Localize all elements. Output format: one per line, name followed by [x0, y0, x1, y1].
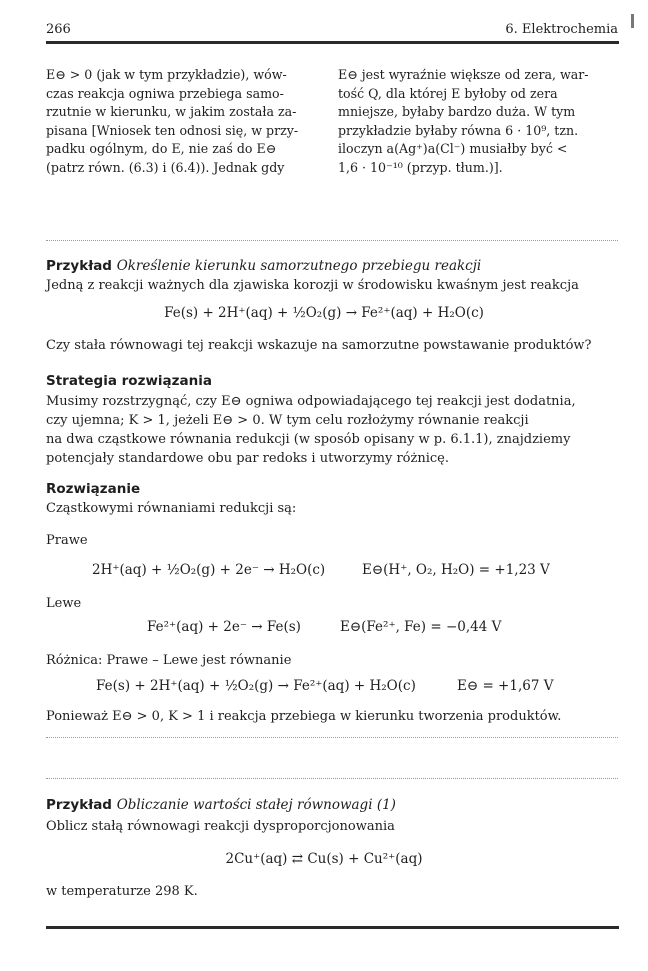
example2-intro: Oblicz stałą równowagi reakcji dysproporcjonowania — [46, 819, 395, 834]
separator-dotted — [46, 240, 618, 241]
text-line: czas reakcja ogniwa przebiega samo- — [46, 85, 284, 101]
text-line: potencjały standardowe obu par redoks i utworzymy różnicę. — [46, 451, 449, 466]
example1-title: Określenie kierunku samorzutnego przebiegu reakcji — [116, 258, 482, 274]
left-half-reaction: Fe²⁺(aq) + 2e⁻ → Fe(s) — [147, 619, 301, 635]
text-line: mniejsze, byłaby bardzo duża. W tym — [338, 104, 576, 119]
example1-conclusion: Ponieważ E⊖ > 0, K > 1 i reakcja przebiega w kierunku tworzenia produktów. — [46, 709, 562, 724]
example2-temperature: w temperaturze 298 K. — [46, 884, 198, 899]
footer-rule — [46, 926, 619, 929]
text-line: pisana [Wniosek ten odnosi się, w przy- — [46, 122, 299, 138]
solution-heading: Rozwiązanie — [46, 481, 141, 497]
separator-dotted — [46, 737, 618, 738]
right-half-reaction: 2H⁺(aq) + ½O₂(g) + 2e⁻ → H₂O(c) — [92, 562, 326, 578]
example1-intro: Jedną z reakcji ważnych dla zjawiska korozji w środowisku kwaśnym jest reakcja — [46, 278, 579, 293]
page-corner-mark — [631, 14, 634, 28]
overall-potential: E⊖ = +1,67 V — [457, 678, 554, 694]
chapter-title: 6. Elektrochemia — [505, 22, 618, 37]
example1-label: Przykład — [46, 258, 112, 274]
right-electrode-label: Prawe — [46, 533, 88, 548]
example2-heading — [46, 797, 396, 813]
header-rule — [46, 41, 619, 44]
example1-question: Czy stała równowagi tej reakcji wskazuje na samorzutne powstawanie produktów? — [46, 338, 592, 353]
right-potential: E⊖(H⁺, O₂, H₂O) = +1,23 V — [362, 562, 550, 578]
left-potential: E⊖(Fe²⁺, Fe) = −0,44 V — [340, 619, 502, 635]
intro-left-column — [46, 66, 316, 177]
left-electrode-label: Lewe — [46, 596, 82, 611]
page-number: 266 — [46, 22, 71, 37]
example2-reaction: 2Cu⁺(aq) ⇄ Cu(s) + Cu²⁺(aq) — [225, 851, 423, 867]
intro-right-column — [338, 66, 618, 177]
overall-reaction: Fe(s) + 2H⁺(aq) + ½O₂(g) → Fe²⁺(aq) + H₂O(c) — [96, 678, 416, 694]
text-line: (patrz równ. (6.3) i (6.4)). Jednak gdy — [46, 159, 285, 175]
text-line: czy ujemna; K > 1, jeżeli E⊖ > 0. W tym celu rozłożymy równanie reakcji — [46, 413, 529, 428]
text-line: padku ogólnym, do E, nie zaś do E⊖ — [46, 141, 277, 156]
example2-label: Przykład — [46, 797, 112, 813]
difference-text: Różnica: Prawe – Lewe jest równanie — [46, 653, 292, 668]
separator-dotted — [46, 778, 618, 779]
text-line: tość Q, dla której E byłoby od zera — [338, 85, 558, 101]
text-line: iloczyn a(Ag⁺)a(Cl⁻) musiałby być < — [338, 141, 568, 156]
solution-intro: Cząstkowymi równaniami redukcji są: — [46, 501, 297, 516]
example1-reaction: Fe(s) + 2H⁺(aq) + ½O₂(g) → Fe²⁺(aq) + H₂O(c) — [164, 305, 484, 321]
text-line: E⊖ jest wyraźnie większe od zera, war- — [338, 67, 589, 82]
text-line: przykładzie byłaby równa 6 · 10⁹, tzn. — [338, 122, 579, 138]
text-line: Musimy rozstrzygnąć, czy E⊖ ogniwa odpowiadającego tej reakcji jest dodatnia, — [46, 394, 576, 409]
text-line: 1,6 · 10⁻¹⁰ (przyp. tłum.)]. — [338, 159, 503, 175]
text-line: rzutnie w kierunku, w jakim została za- — [46, 104, 297, 119]
example2-title: Obliczanie wartości stałej równowagi (1) — [116, 797, 396, 813]
text-line: na dwa cząstkowe równania redukcji (w sposób opisany w p. 6.1.1), znajdziemy — [46, 432, 571, 447]
text-line: E⊖ > 0 (jak w tym przykładzie), wów- — [46, 67, 287, 82]
example1-heading — [46, 258, 481, 274]
strategy-heading: Strategia rozwiązania — [46, 373, 212, 389]
strategy-text — [46, 392, 576, 468]
